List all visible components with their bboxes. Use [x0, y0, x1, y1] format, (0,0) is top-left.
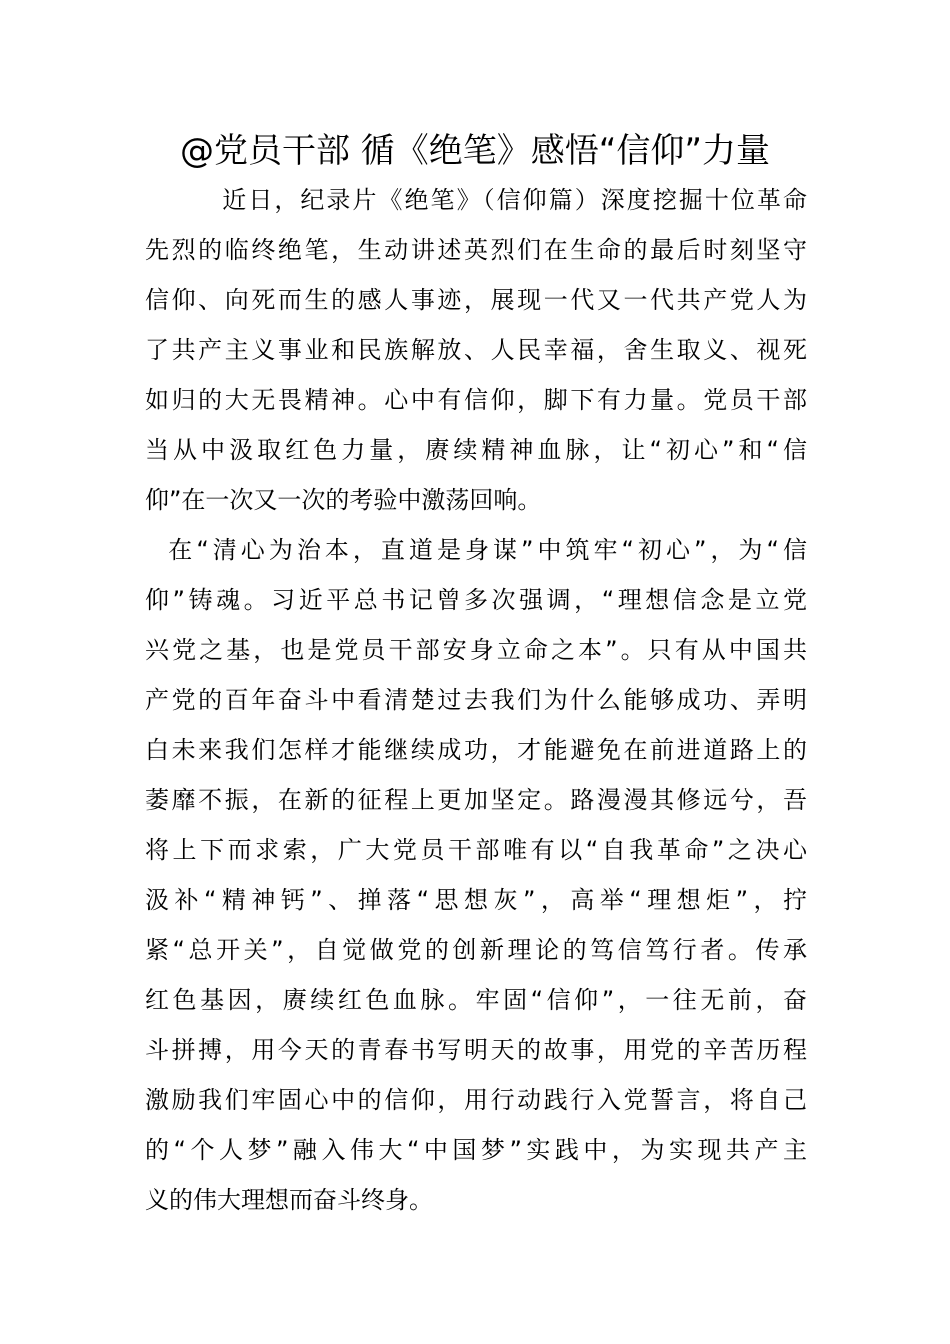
text-line: 萎靡不振，在新的征程上更加坚定。路漫漫其修远兮，吾 [145, 786, 807, 814]
text-line: 将上下而求索，广大党员干部唯有以“自我革命”之决心 [145, 836, 807, 864]
text-line: 仰”铸魂。习近平总书记曾多次强调，“理想信念是立党 [145, 586, 807, 614]
text-line: 紧“总开关”，自觉做党的创新理论的笃信笃行者。传承 [145, 936, 807, 964]
text-line: 产党的百年奋斗中看清楚过去我们为什么能够成功、弄明 [145, 686, 807, 714]
text-line: 当从中汲取红色力量，赓续精神血脉，让“初心”和“信 [145, 436, 807, 464]
text-line: 信仰、向死而生的感人事迹，展现一代又一代共产党人为 [145, 286, 807, 314]
text-line: 仰”在一次又一次的考验中激荡回响。 [145, 486, 542, 514]
text-line: 斗拼搏，用今天的青春书写明天的故事，用党的辛苦历程 [145, 1036, 807, 1064]
text-line: 白未来我们怎样才能继续成功，才能避免在前进道路上的 [145, 736, 807, 764]
text-line: 红色基因，赓续红色血脉。牢固“信仰”，一往无前，奋 [145, 986, 807, 1014]
text-line: 近日，纪录片《绝笔》（信仰篇）深度挖掘十位革命 [145, 186, 807, 214]
text-line: 了共产主义事业和民族解放、人民幸福，舍生取义、视死 [145, 336, 807, 364]
document-title: @党员干部 循《绝笔》感悟“信仰”力量 [179, 131, 771, 171]
text-line: 汲补“精神钙”、掸落“思想灰”，高举“理想炬”，拧 [145, 886, 807, 914]
text-line: 如归的大无畏精神。心中有信仰，脚下有力量。党员干部 [145, 386, 807, 414]
text-line: 在“清心为治本，直道是身谋”中筑牢“初心”，为“信 [145, 536, 807, 564]
text-line: 的“个人梦”融入伟大“中国梦”实践中，为实现共产主 [145, 1136, 807, 1164]
document-body [145, 175, 807, 1225]
text-line: 激励我们牢固心中的信仰，用行动践行入党誓言，将自己 [145, 1086, 807, 1114]
text-line: 先烈的临终绝笔，生动讲述英烈们在生命的最后时刻坚守 [145, 236, 807, 264]
text-line: 义的伟大理想而奋斗终身。 [145, 1186, 433, 1214]
paragraph-2 [145, 525, 807, 1225]
text-line: 兴党之基，也是党员干部安身立命之本”。只有从中国共 [145, 636, 807, 664]
paragraph-1 [145, 175, 807, 525]
